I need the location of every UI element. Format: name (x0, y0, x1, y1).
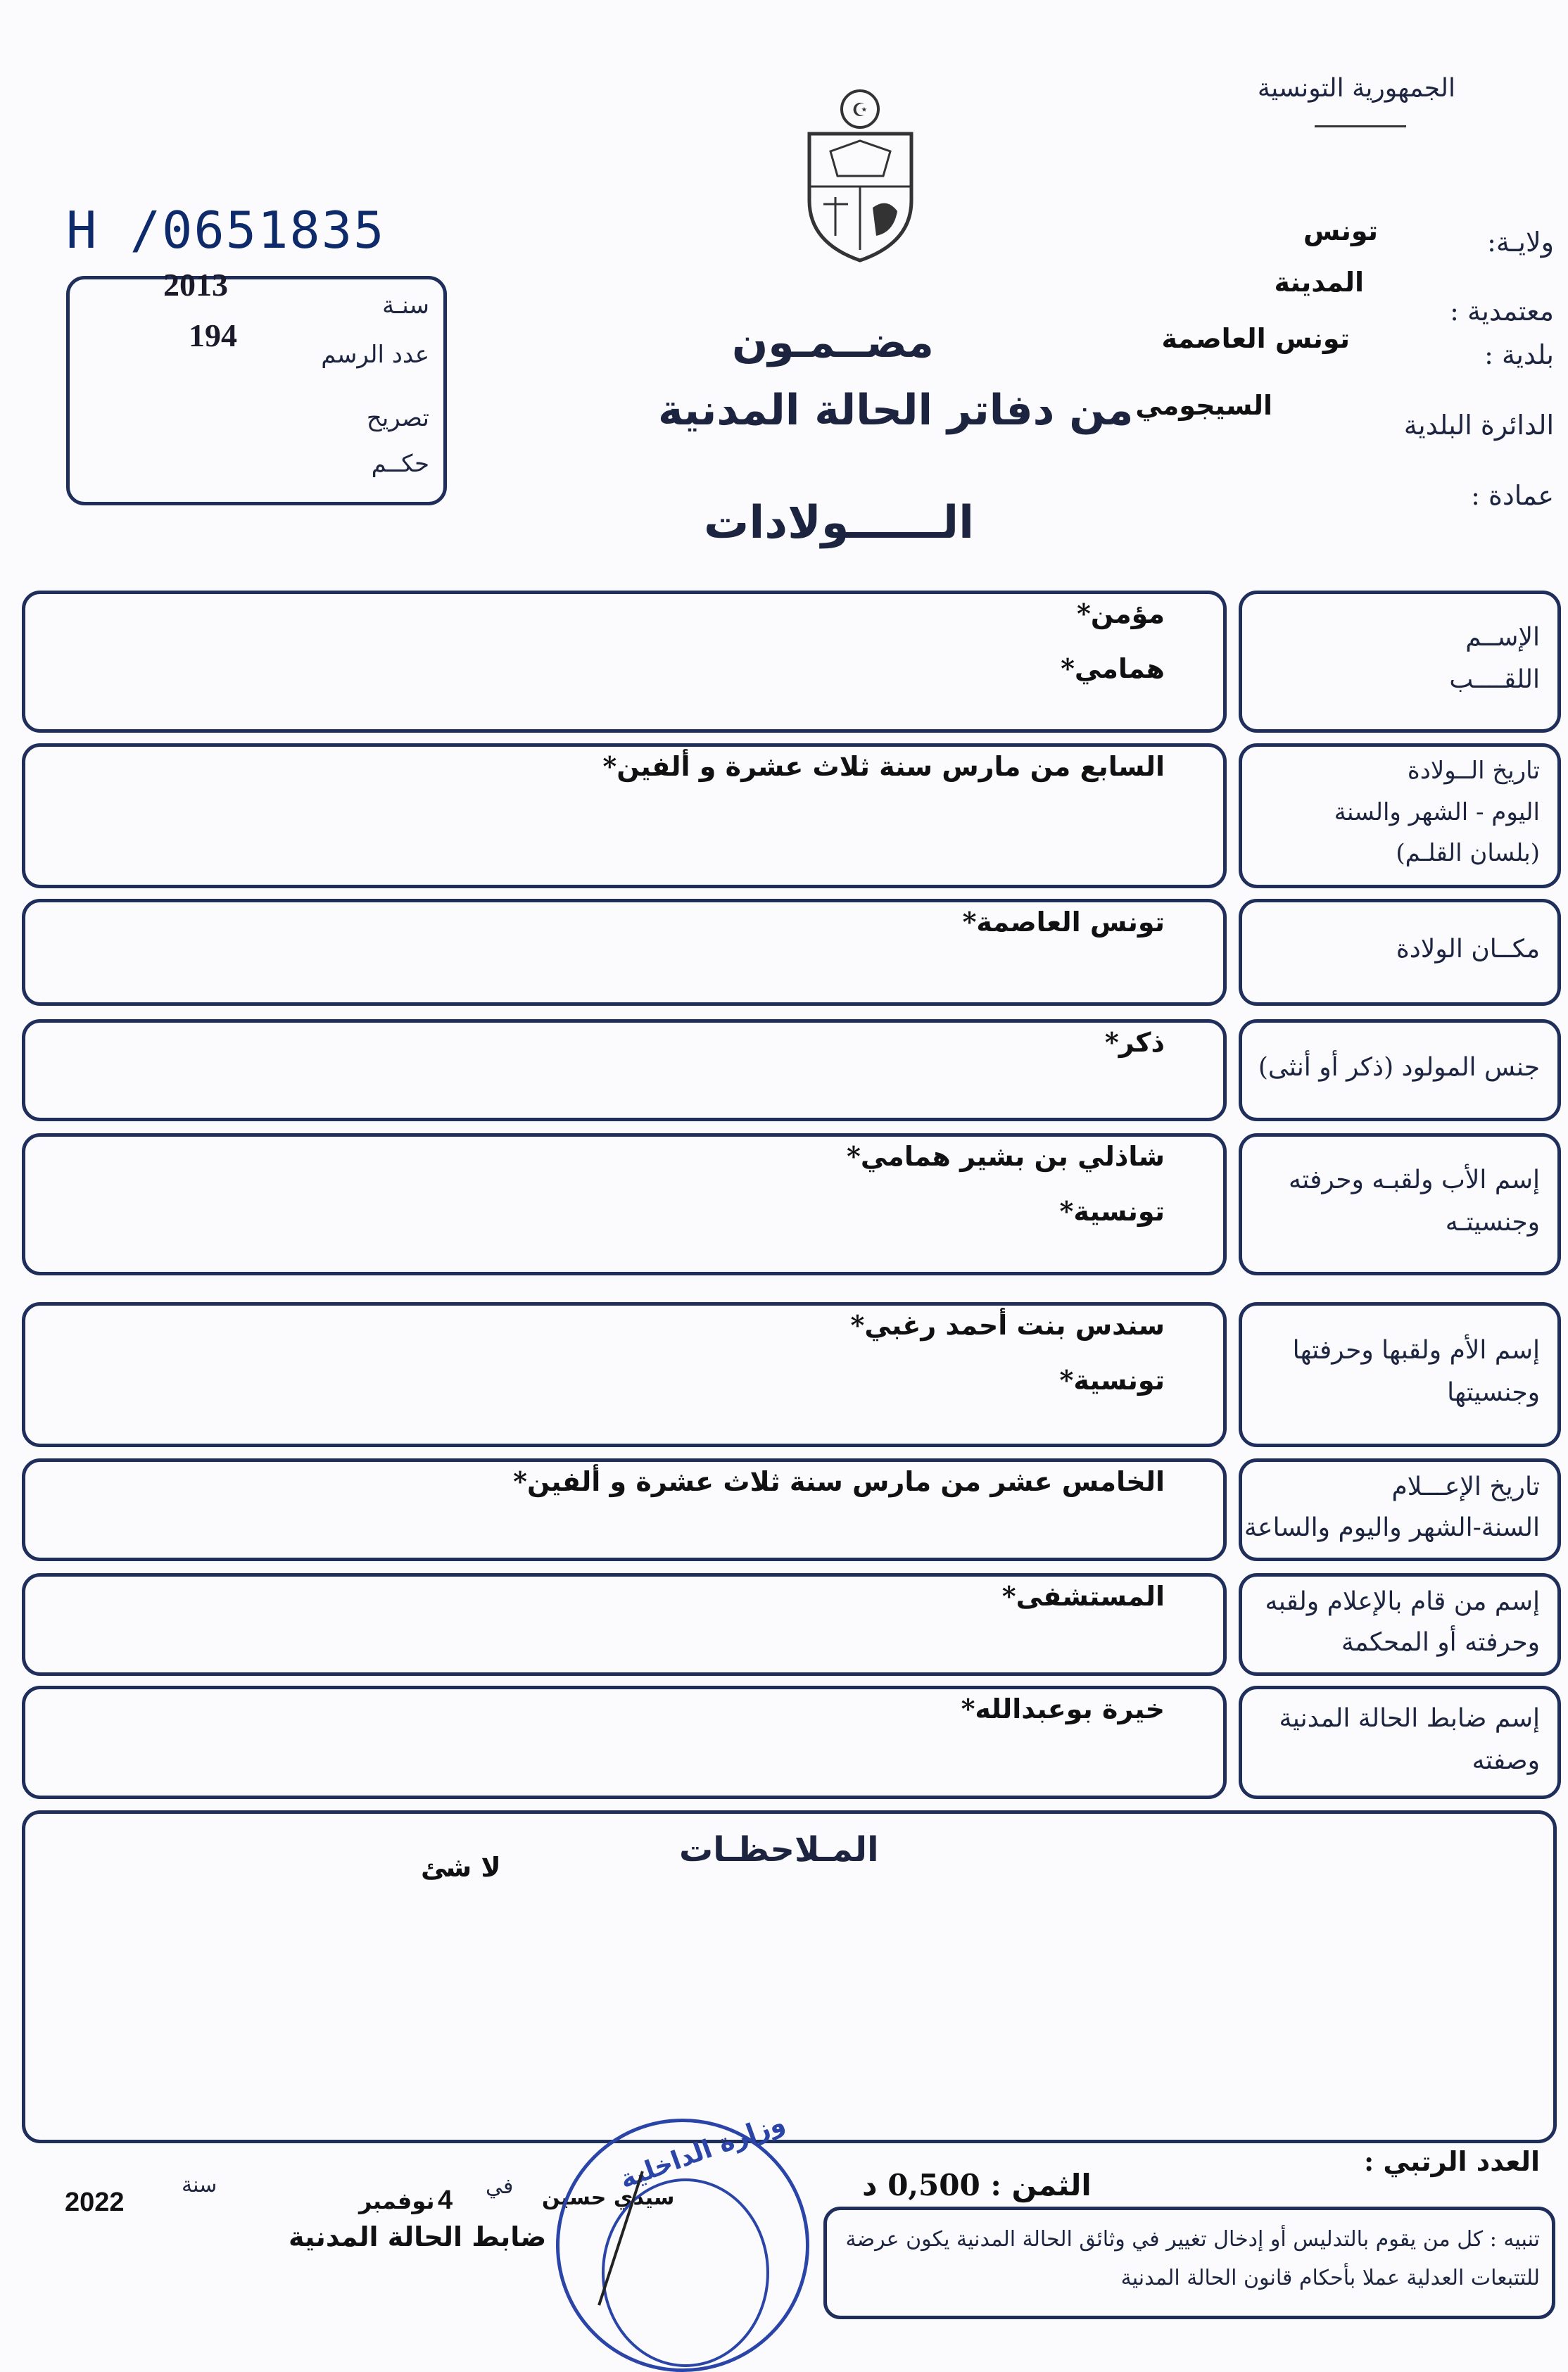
row-officer-value: خيرة بوعبدالله* (961, 1693, 1165, 1724)
delegation-value: المدينة (1274, 266, 1364, 298)
record-number-label: عدد الرسم (321, 341, 429, 369)
governorate-value: تونس (1303, 215, 1378, 246)
title-registers: من دفاتر الحالة المدنية (658, 386, 1134, 435)
row-father-label: وجنسيتـه (1445, 1208, 1540, 1237)
row-officer-label: وصفته (1472, 1746, 1540, 1775)
title-extract-text: مضــمـون (732, 318, 934, 367)
remarks-title: المـلاحظـات (679, 1830, 879, 1869)
district-label: الدائرة البلدية (1403, 410, 1554, 441)
row-sex-value-box (22, 1019, 1227, 1121)
row-father-value: شاذلي بن بشير همامي* (846, 1140, 1165, 1172)
year-label: سنة (182, 2173, 217, 2197)
issue-month: نوفمبر (359, 2188, 435, 2214)
title-births: الــــــولادات (704, 496, 975, 549)
row-father-label: إسم الأب ولقبـه وحرفته (1288, 1166, 1540, 1194)
row-mother-label: إسم الأم ولقبها وحرفتها (1292, 1336, 1540, 1365)
issue-year: 2022 (65, 2188, 125, 2217)
stamp-inner-ring (602, 2178, 769, 2367)
row-birth-date-label: (بلسان القلـم) (1396, 839, 1540, 868)
officer-title: ضابط الحالة المدنية (289, 2221, 547, 2252)
row-declarant-label: وحرفته أو المحكمة (1341, 1628, 1540, 1657)
row-birth-date-label: اليوم - الشهر والسنة (1334, 797, 1540, 826)
row-father-value: تونسية* (1059, 1195, 1165, 1227)
governorate-label: ولايـة: (1487, 227, 1554, 258)
warning-text: تنبيه : كل من يقوم بالتدليس أو إدخال تغيير في وثائق الحالة المدنية يكون عرضة (845, 2227, 1540, 2252)
serial-label: العدد الرتبي : (1364, 2145, 1540, 2177)
issue-place: سيدي حسين (542, 2185, 675, 2210)
republic-heading: الجمهورية التونسية (1257, 74, 1455, 103)
official-stamp (556, 2107, 809, 2372)
record-number-value: 194 (189, 317, 237, 353)
row-name-label: اللقــــب (1449, 665, 1540, 694)
row-name-value: مؤمن* (1077, 598, 1165, 629)
coat-of-arms-emblem (802, 81, 918, 264)
row-name-value: همامي* (1061, 652, 1165, 684)
svg-text:☪: ☪ (852, 100, 868, 121)
row-birth-place-value: تونس العاصمة* (962, 906, 1165, 938)
row-declaration-date-value: الخامس عشر من مارس سنة ثلاث عشرة و ألفين* (513, 1465, 1165, 1497)
row-name-value-box (22, 591, 1227, 733)
row-declaration-date-label: السنة-الشهر واليوم والساعة (1244, 1513, 1540, 1542)
warning-text-2: للتتبعات العدلية عملا بأحكام قانون الحالة المدنية (1120, 2266, 1540, 2290)
row-birth-place-label: مكــان الولادة (1396, 935, 1540, 964)
row-officer-label: إسم ضابط الحالة المدنية (1279, 1703, 1540, 1733)
record-year-label: سنـة (382, 291, 429, 320)
serial-number: H /0651835 (66, 201, 386, 260)
row-sex-value: ذكر* (1104, 1026, 1165, 1058)
record-year-value: 2013 (163, 267, 228, 303)
remarks-value: لا شئ (421, 1851, 501, 1883)
row-declarant-value: المستشفى* (1001, 1580, 1165, 1612)
row-birth-date-value: السابع من مارس سنة ثلاث عشرة و ألفين* (602, 750, 1165, 782)
in-label: في (486, 2174, 514, 2199)
record-declaration-label: تصريح (366, 404, 429, 432)
row-sex-label: جنس المولود (ذكر أو أنثى) (1258, 1052, 1540, 1082)
row-name-label: الإســم (1465, 623, 1540, 652)
sector-label: عمادة : (1471, 480, 1554, 511)
municipality-label: بلدية : (1484, 339, 1554, 370)
row-mother-value: سندس بنت أحمد رغبي* (850, 1309, 1165, 1341)
price: الثمن : 0,500 د (862, 2168, 1092, 2202)
row-birth-date-label: تاريخ الــولادة (1407, 757, 1540, 785)
heading-underline (1315, 125, 1406, 127)
record-judgment-label: حكــم (371, 450, 429, 478)
row-mother-label: وجنسيتها (1447, 1378, 1540, 1407)
row-mother-value: تونسية* (1059, 1364, 1165, 1396)
stamp-text: وزارة الداخلية (616, 2107, 789, 2195)
row-declaration-date-label: تاريخ الإعـــلام (1391, 1472, 1540, 1501)
delegation-label: معتمدية : (1450, 296, 1554, 327)
row-declarant-label: إسم من قام بالإعلام ولقبه (1265, 1587, 1540, 1616)
issue-day: 4 (438, 2185, 453, 2215)
municipality-value: تونس العاصمة (1161, 322, 1350, 354)
district-value: السيجومي (1135, 389, 1272, 421)
